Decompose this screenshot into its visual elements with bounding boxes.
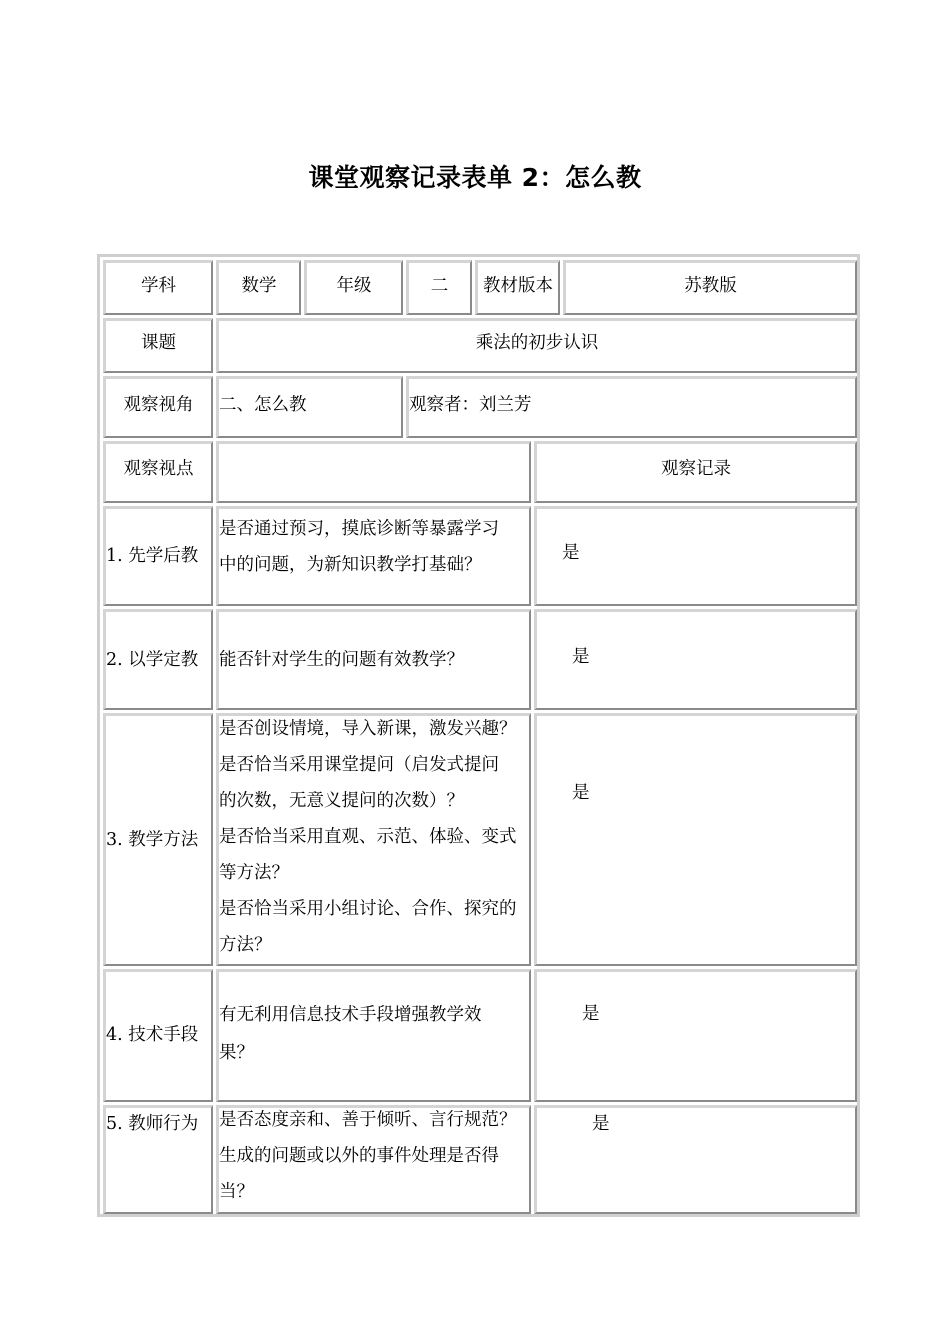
perspective-label-cell xyxy=(103,376,213,438)
row-questions: 是否态度亲和、善于倾听、言行规范？ 生成的问题或以外的事件处理是否得 当？ xyxy=(219,1110,517,1202)
table-row-questions xyxy=(216,969,531,1102)
grade-label: 年级 xyxy=(336,276,372,296)
observer-name: 观察者：刘兰芳 xyxy=(409,395,532,415)
row-point: 5. 教师行为 xyxy=(106,1114,199,1134)
row-record: 是 xyxy=(592,1114,610,1134)
topic-label-cell xyxy=(103,318,213,373)
perspective-label: 观察视角 xyxy=(123,395,194,415)
row-record: 是 xyxy=(582,1004,600,1024)
table-row-record xyxy=(534,1105,857,1214)
row-questions: 是否通过预习，摸底诊断等暴露学习 中的问题，为新知识教学打基础？ xyxy=(219,519,499,575)
page-title: 课堂观察记录表单 2：怎么教 xyxy=(308,163,642,192)
observation-table xyxy=(97,254,860,1217)
row-record: 是 xyxy=(572,783,590,803)
table-row-record xyxy=(534,713,857,966)
table-row-point xyxy=(103,1105,213,1214)
record-label-cell xyxy=(534,441,857,503)
row-record: 是 xyxy=(572,647,590,667)
row-point: 4. 技术手段 xyxy=(106,1025,199,1045)
edition-value: 苏教版 xyxy=(684,276,737,296)
table-row-record xyxy=(534,609,857,710)
topic-label: 课题 xyxy=(141,333,176,353)
table-row-questions xyxy=(216,713,531,966)
record-label: 观察记录 xyxy=(661,459,731,479)
table-row-record xyxy=(534,969,857,1102)
row-point: 3. 教学方法 xyxy=(106,830,199,850)
row-questions: 能否针对学生的问题有效教学？ xyxy=(219,650,464,670)
table-row-point xyxy=(103,713,213,966)
row-record: 是 xyxy=(562,543,580,563)
edition-label: 教材版本 xyxy=(483,276,553,296)
point-label: 观察视点 xyxy=(123,459,194,479)
row-questions: 是否创设情境，导入新课，激发兴趣？ 是否恰当采用课堂提问（启发式提问 的次数，无意义提问的次数）？ 是否恰当采用直观、示范、体验、变式 等方法？ 是否恰当采用小组讨论、合作、探究的 方法？ xyxy=(219,719,517,955)
topic-value-cell xyxy=(216,318,857,373)
subject-label-cell xyxy=(103,260,213,315)
table-row-point xyxy=(103,506,213,606)
grade-value: 二 xyxy=(430,276,449,296)
subject-value: 数学 xyxy=(241,276,277,296)
observer-cell xyxy=(406,376,857,438)
questions-header-cell xyxy=(216,441,531,503)
table-row-questions xyxy=(216,506,531,606)
row-point: 2. 以学定教 xyxy=(106,650,199,670)
edition-value-cell xyxy=(563,260,857,315)
grade-label-cell xyxy=(304,260,403,315)
table-row-questions xyxy=(216,1105,531,1214)
table-row-record xyxy=(534,506,857,606)
topic-value: 乘法的初步认识 xyxy=(475,333,599,353)
row-point: 1. 先学后教 xyxy=(106,546,199,566)
row-questions: 有无利用信息技术手段增强教学效 果？ xyxy=(219,1005,482,1063)
subject-value-cell xyxy=(216,260,301,315)
point-label-cell xyxy=(103,441,213,503)
table-row-questions xyxy=(216,609,531,710)
perspective-value: 二、怎么教 xyxy=(219,395,307,415)
edition-label-cell xyxy=(475,260,560,315)
table-row-point xyxy=(103,969,213,1102)
subject-label: 学科 xyxy=(141,276,176,296)
grade-value-cell xyxy=(406,260,472,315)
table-row-point xyxy=(103,609,213,710)
perspective-value-cell xyxy=(216,376,403,438)
